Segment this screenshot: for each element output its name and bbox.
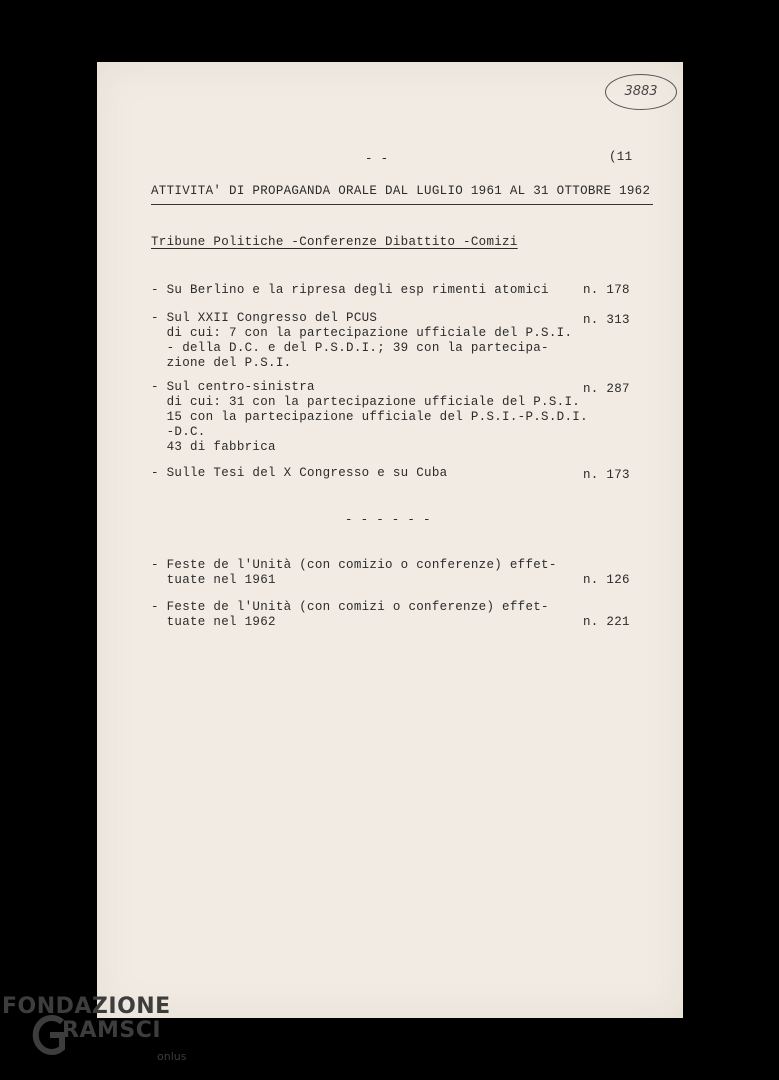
section-separator: - - - - - - <box>345 513 431 527</box>
entry-line: -D.C. <box>151 425 206 439</box>
entry-line: 43 di fabbrica <box>151 440 276 454</box>
fondazione-gramsci-logo <box>2 994 202 1074</box>
entry-count: n. 178 <box>583 283 630 297</box>
entry-count: n. 287 <box>583 382 630 396</box>
entry-line: - Sul XXII Congresso del PCUS <box>151 311 378 325</box>
document-title: ATTIVITA' DI PROPAGANDA ORALE DAL LUGLIO 1961 AL 31 OTTOBRE 1962 <box>151 184 651 198</box>
feste-line: - Feste de l'Unità (con comizio o conferenze) effet- <box>151 558 557 572</box>
entry-count: n. 313 <box>583 313 630 327</box>
section-subtitle: Tribune Politiche -Conferenze Dibattito -Comizi <box>151 235 518 249</box>
document-page <box>97 62 683 1018</box>
title-rule <box>151 204 653 205</box>
entry-line: 15 con la partecipazione ufficiale del P.S.I.-P.S.D.I. <box>151 410 588 424</box>
archive-number-stamp: 3883 <box>605 74 677 110</box>
feste-line: tuate nel 1962 <box>151 615 276 629</box>
entry-line: zione del P.S.I. <box>151 356 292 370</box>
entry-line: - Su Berlino e la ripresa degli esp rimenti atomici <box>151 283 549 297</box>
feste-line: - Feste de l'Unità (con comizi o conferenze) effet- <box>151 600 549 614</box>
entry-line: - Sul centro-sinistra <box>151 380 315 394</box>
logo-line-2: RAMSCI <box>62 1018 162 1043</box>
logo-line-1: FONDAZIONE <box>2 994 171 1019</box>
feste-count: n. 221 <box>583 615 630 629</box>
entry-line: - della D.C. e del P.S.D.I.; 39 con la partecipa- <box>151 341 549 355</box>
feste-count: n. 126 <box>583 573 630 587</box>
entry-line: - Sulle Tesi del X Congresso e su Cuba <box>151 466 448 480</box>
page-marker: - - <box>365 152 389 166</box>
entry-count: n. 173 <box>583 468 630 482</box>
entry-line: di cui: 31 con la partecipazione ufficiale del P.S.I. <box>151 395 581 409</box>
feste-line: tuate nel 1961 <box>151 573 276 587</box>
entry-line: di cui: 7 con la partecipazione ufficiale del P.S.I. <box>151 326 573 340</box>
logo-sub: onlus <box>157 1050 187 1063</box>
page-number: (11 <box>609 150 633 164</box>
